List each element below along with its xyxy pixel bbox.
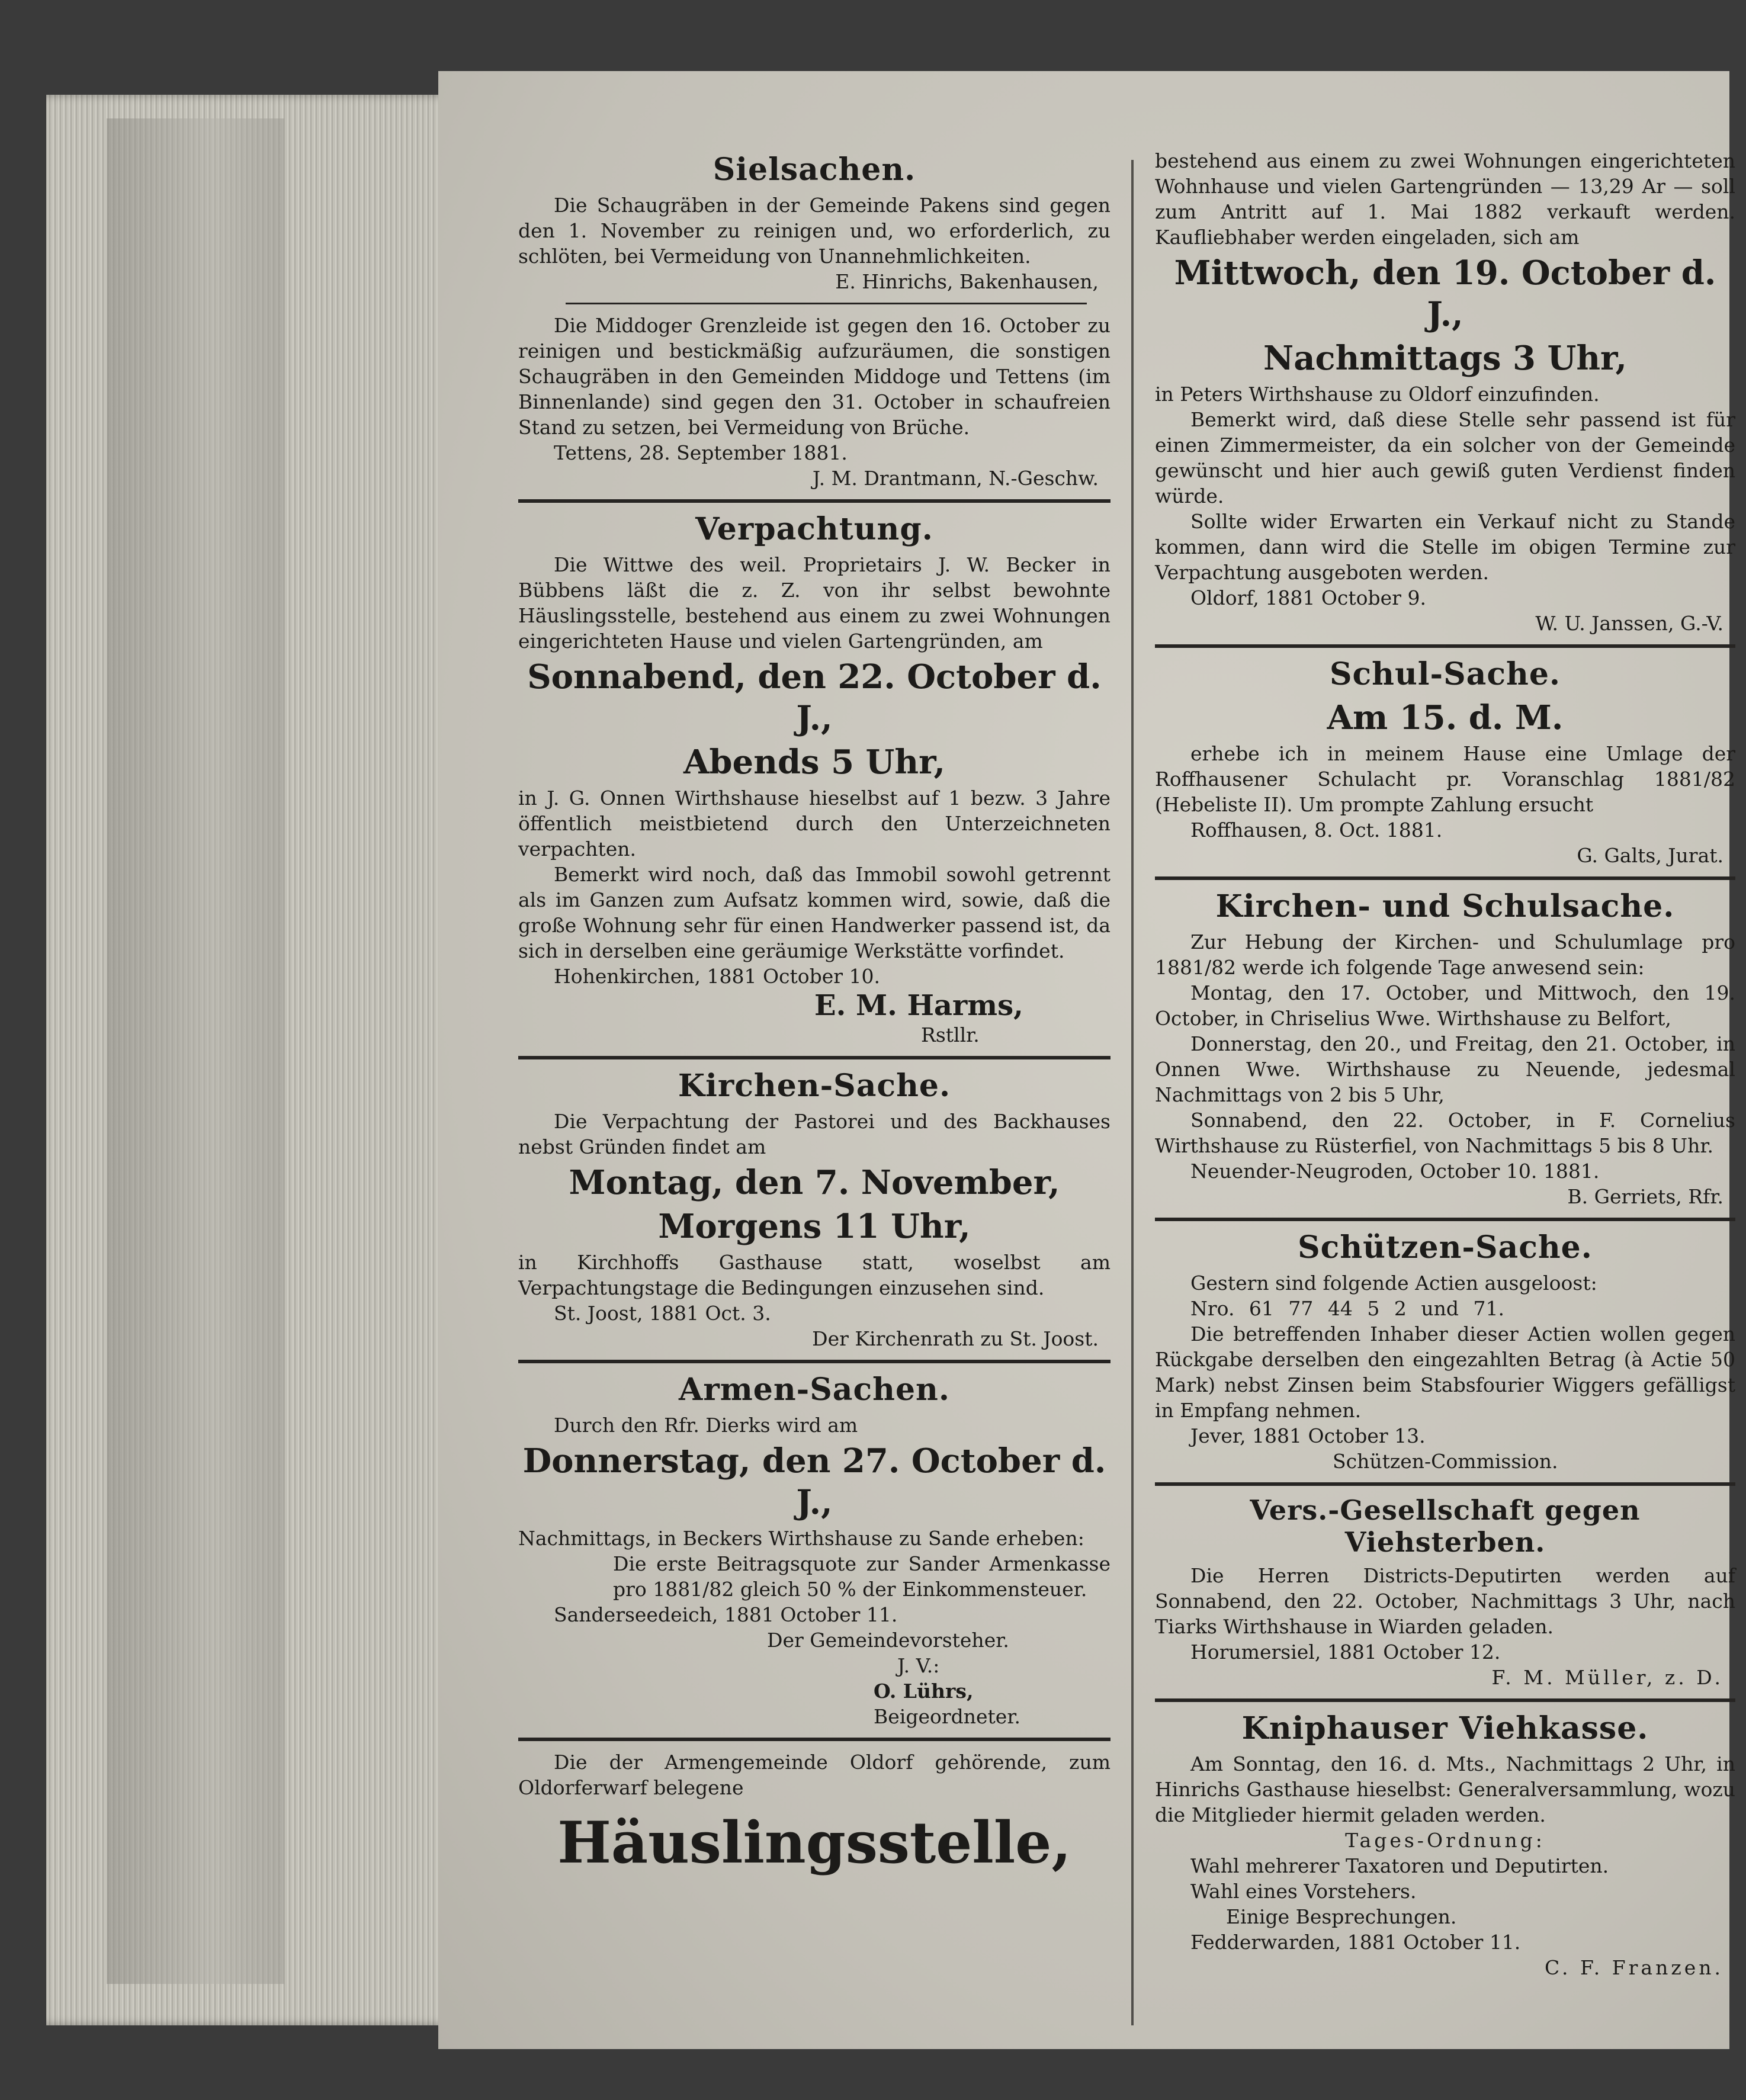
notice-signature: F. M. Müller, z. D. bbox=[1491, 1666, 1723, 1689]
notice-verpachtung bbox=[518, 511, 1110, 1048]
notice-text: Sollte wider Erwarten ein Verkauf nicht zu Stande kommen, dann wird die Stelle im obigen Termine zur Verpachtung ausgeboten werden. bbox=[1155, 510, 1735, 584]
notice-signature: B. Gerriets, Rfr. bbox=[1567, 1185, 1723, 1208]
notice-armen-sachen bbox=[518, 1372, 1110, 1729]
notice-schuetzen-sache bbox=[1155, 1229, 1735, 1474]
notice-text: Bemerkt wird, daß diese Stelle sehr passend ist für einen Zimmermeister, da ein solcher von der Gemeinde gewünscht und hier auch gewiß guten Verdienst finden würde. bbox=[1155, 408, 1735, 508]
notice-text: Bemerkt wird noch, daß das Immobil sowohl getrennt als im Ganzen zum Aufsatz kommen wird, sowie, daß die große Wohnung sehr für einen Handwerker passend ist, da sich in derselben eine geräumige Werkstätte vorfindet. bbox=[518, 863, 1110, 962]
notice-text: Die Herren Districts-Deputirten werden auf Sonnabend, den 22. October, Nachmittags 3 Uhr, nach Tiarks Wirthshause in Wiarden geladen. bbox=[1155, 1564, 1735, 1638]
section-rule bbox=[518, 1360, 1110, 1363]
notice-big-title: Häuslingsstelle, bbox=[557, 1809, 1071, 1876]
notice-heading: Kniphauser Viehkasse. bbox=[1241, 1710, 1649, 1746]
section-rule bbox=[1155, 644, 1735, 648]
book-cover-edge bbox=[107, 118, 284, 1984]
notice-signature: W. U. Janssen, G.-V. bbox=[1535, 612, 1723, 635]
notice-heading: Kirchen- und Schulsache. bbox=[1215, 888, 1675, 924]
notice-heading: Sielsachen. bbox=[712, 152, 916, 188]
notice-text: Die Middoger Grenzleide ist gegen den 16. October zu reinigen und bestickmäßig aufzuräumen, die sonstigen Schaugräben in den Gemeinden Middoge und Tettens (im Binnenlande) sind gegen den 31. October in schaufreien Stand zu setzen, bei Vermeidung von Brüche. bbox=[518, 314, 1110, 439]
notice-text: Gestern sind folgende Actien ausgeloost: bbox=[1190, 1271, 1597, 1295]
notice-text: in J. G. Onnen Wirthshause hieselbst auf 1 bezw. 3 Jahre öffentlich meistbietend durch den Unterzeichneten verpachten. bbox=[518, 786, 1110, 860]
notice-vers-gesellschaft bbox=[1155, 1494, 1735, 1690]
notice-heading: Schützen-Sache. bbox=[1298, 1229, 1593, 1266]
notice-list-item: Montag, den 17. October, und Mittwoch, den 19. October, in Chriselius Wwe. Wirthshause zu Belfort, bbox=[1155, 981, 1735, 1030]
notice-place-date: Neuender-Neugroden, October 10. 1881. bbox=[1190, 1160, 1600, 1183]
notice-text: Die Wittwe des weil. Proprietairs J. W. Becker in Bübbens läßt die z. Z. von ihr selbst bewohnte Häuslingsstelle, bestehend aus einem zu zwei Wohnungen eingerichteten Hause und vielen Gartengründen, am bbox=[518, 553, 1110, 653]
notice-place-date: Fedderwarden, 1881 October 11. bbox=[1190, 1931, 1521, 1954]
notice-place-date: Tettens, 28. September 1881. bbox=[554, 441, 848, 464]
section-rule bbox=[1155, 1218, 1735, 1221]
notice-signature: G. Galts, Jurat. bbox=[1577, 844, 1723, 867]
notice-date: Donnerstag, den 27. October d. J., bbox=[522, 1441, 1106, 1522]
section-rule bbox=[1155, 1482, 1735, 1486]
notice-place-date: Jever, 1881 October 13. bbox=[1190, 1424, 1426, 1447]
notice-signature: O. Lührs, bbox=[874, 1680, 974, 1703]
notice-signature: Der Gemeindevorsteher. bbox=[767, 1629, 1009, 1652]
notice-haeuslingsstelle-continued bbox=[1155, 148, 1735, 636]
section-rule bbox=[1155, 1698, 1735, 1702]
notice-place-date: Roffhausen, 8. Oct. 1881. bbox=[1190, 818, 1443, 842]
notice-heading: Verpachtung. bbox=[695, 511, 933, 547]
notice-text: Nachmittags, in Beckers Wirthshause zu Sande erheben: bbox=[518, 1527, 1084, 1550]
notice-kirchen-und-schulsache bbox=[1155, 888, 1735, 1209]
notice-signature: E. Hinrichs, Bakenhausen, bbox=[835, 270, 1099, 293]
notice-text: Die der Armengemeinde Oldorf gehörende, zum Oldorferwarf belegene bbox=[518, 1751, 1110, 1799]
notice-heading: Kirchen-Sache. bbox=[678, 1068, 951, 1104]
notice-text: Die betreffenden Inhaber dieser Actien wollen gegen Rückgabe derselben den eingezahlten Betrag (à Actie 50 Mark) nebst Zinsen beim Stabsfourier Wiggers gefälligst in Empfang nehmen. bbox=[1155, 1322, 1735, 1422]
notice-signature-role: Beigeordneter. bbox=[874, 1705, 1020, 1728]
section-rule bbox=[1155, 876, 1735, 880]
notice-time: Morgens 11 Uhr, bbox=[658, 1207, 971, 1246]
notice-signature: C. F. Franzen. bbox=[1544, 1956, 1723, 1979]
notice-numbers: Nro. 61 77 44 5 2 und 71. bbox=[1190, 1297, 1504, 1320]
section-rule bbox=[518, 499, 1110, 503]
notice-signature: J. M. Drantmann, N.-Geschw. bbox=[812, 467, 1099, 490]
notice-sielsachen bbox=[518, 152, 1110, 491]
notice-place-date: Sanderseedeich, 1881 October 11. bbox=[554, 1603, 898, 1626]
notice-text: in Peters Wirthshause zu Oldorf einzufinden. bbox=[1155, 383, 1600, 406]
column-divider bbox=[1131, 160, 1134, 2025]
notice-text: in Kirchhoffs Gasthause statt, woselbst am Verpachtungstage die Bedingungen einzusehen sind. bbox=[518, 1251, 1110, 1299]
notice-heading: Vers.-Gesellschaft gegen Viehsterben. bbox=[1250, 1494, 1641, 1558]
section-rule bbox=[518, 1738, 1110, 1741]
notice-text: erhebe ich in meinem Hause eine Umlage der Roffhausener Schulacht pr. Voranschlag 1881/82 (Hebeliste II). Um prompte Zahlung ersucht bbox=[1155, 742, 1735, 816]
notice-place-date: Hohenkirchen, 1881 October 10. bbox=[554, 965, 881, 988]
notice-text: Die Schaugräben in der Gemeinde Pakens sind gegen den 1. November zu reinigen und, wo erforderlich, zu schlöten, bei Vermeidung von Unannehmlichkeiten. bbox=[518, 194, 1110, 268]
notice-text: bestehend aus einem zu zwei Wohnungen eingerichteten Wohnhause und vielen Gartengründen — 13,29 Ar — soll zum Antritt auf 1. Mai 1882 verkauft werden. Kaufliebhaber werden eingeladen, sich am bbox=[1155, 149, 1735, 249]
notice-time: Nachmittags 3 Uhr, bbox=[1263, 339, 1627, 378]
notice-date: Mittwoch, den 19. October d. J., bbox=[1174, 253, 1716, 334]
notice-signature: J. V.: bbox=[897, 1654, 940, 1677]
notice-heading: Armen-Sachen. bbox=[679, 1372, 950, 1408]
notice-heading: Schul-Sache. bbox=[1329, 656, 1561, 692]
notice-haeuslingsstelle bbox=[518, 1749, 1110, 1879]
newspaper-page bbox=[438, 71, 1735, 2049]
notice-place-date: Horumersiel, 1881 October 12. bbox=[1190, 1640, 1501, 1664]
notice-time: Abends 5 Uhr, bbox=[683, 743, 946, 782]
left-column bbox=[518, 148, 1110, 1886]
notice-kirchen-sache bbox=[518, 1068, 1110, 1351]
notice-date: Montag, den 7. November, bbox=[569, 1163, 1060, 1202]
notice-signature: E. M. Harms, bbox=[814, 989, 1023, 1022]
notice-text: Die Verpachtung der Pastorei und des Backhauses nebst Gründen findet am bbox=[518, 1110, 1110, 1158]
notice-schul-sache bbox=[1155, 656, 1735, 868]
notice-place-date: St. Joost, 1881 Oct. 3. bbox=[554, 1302, 771, 1325]
notice-text: Zur Hebung der Kirchen- und Schulumlage pro 1881/82 werde ich folgende Tage anwesend sein: bbox=[1155, 930, 1735, 979]
notice-list-item: Sonnabend, den 22. October, in F. Cornelius Wirthshause zu Rüsterfiel, von Nachmittags 5 bis 8 Uhr. bbox=[1155, 1109, 1735, 1157]
notice-signature: Schützen-Commission. bbox=[1333, 1450, 1558, 1473]
section-rule bbox=[518, 1056, 1110, 1059]
divider bbox=[566, 303, 1087, 304]
right-column bbox=[1155, 148, 1735, 1980]
notice-agenda-item: Wahl eines Vorstehers. bbox=[1190, 1880, 1417, 1903]
notice-text: Die erste Beitragsquote zur Sander Armenkasse pro 1881/82 gleich 50 % der Einkommensteuer. bbox=[613, 1552, 1110, 1601]
notice-date: Sonnabend, den 22. October d. J., bbox=[527, 657, 1102, 738]
notice-signature: Der Kirchenrath zu St. Joost. bbox=[812, 1327, 1099, 1350]
notice-text: Am Sonntag, den 16. d. Mts., Nachmittags 2 Uhr, in Hinrichs Gasthause hieselbst: Generalversammlung, wozu die Mitglieder hiermit geladen werden. bbox=[1155, 1752, 1735, 1826]
notice-agenda-item: Wahl mehrerer Taxatoren und Deputirten. bbox=[1190, 1854, 1609, 1877]
notice-agenda-title: Tages-Ordnung: bbox=[1345, 1829, 1545, 1852]
notice-text: Durch den Rfr. Dierks wird am bbox=[554, 1414, 858, 1437]
notice-signature-role: Rstllr. bbox=[921, 1023, 980, 1046]
notice-kniphauser-viehkasse bbox=[1155, 1710, 1735, 1980]
notice-date: Am 15. d. M. bbox=[1327, 698, 1564, 737]
notice-list-item: Donnerstag, den 20., und Freitag, den 21. October, in Onnen Wwe. Wirthshause zu Neuende, jedesmal Nachmittags von 2 bis 5 Uhr, bbox=[1155, 1032, 1735, 1106]
notice-agenda-item: Einige Besprechungen. bbox=[1226, 1905, 1457, 1928]
notice-place-date: Oldorf, 1881 October 9. bbox=[1190, 586, 1426, 609]
